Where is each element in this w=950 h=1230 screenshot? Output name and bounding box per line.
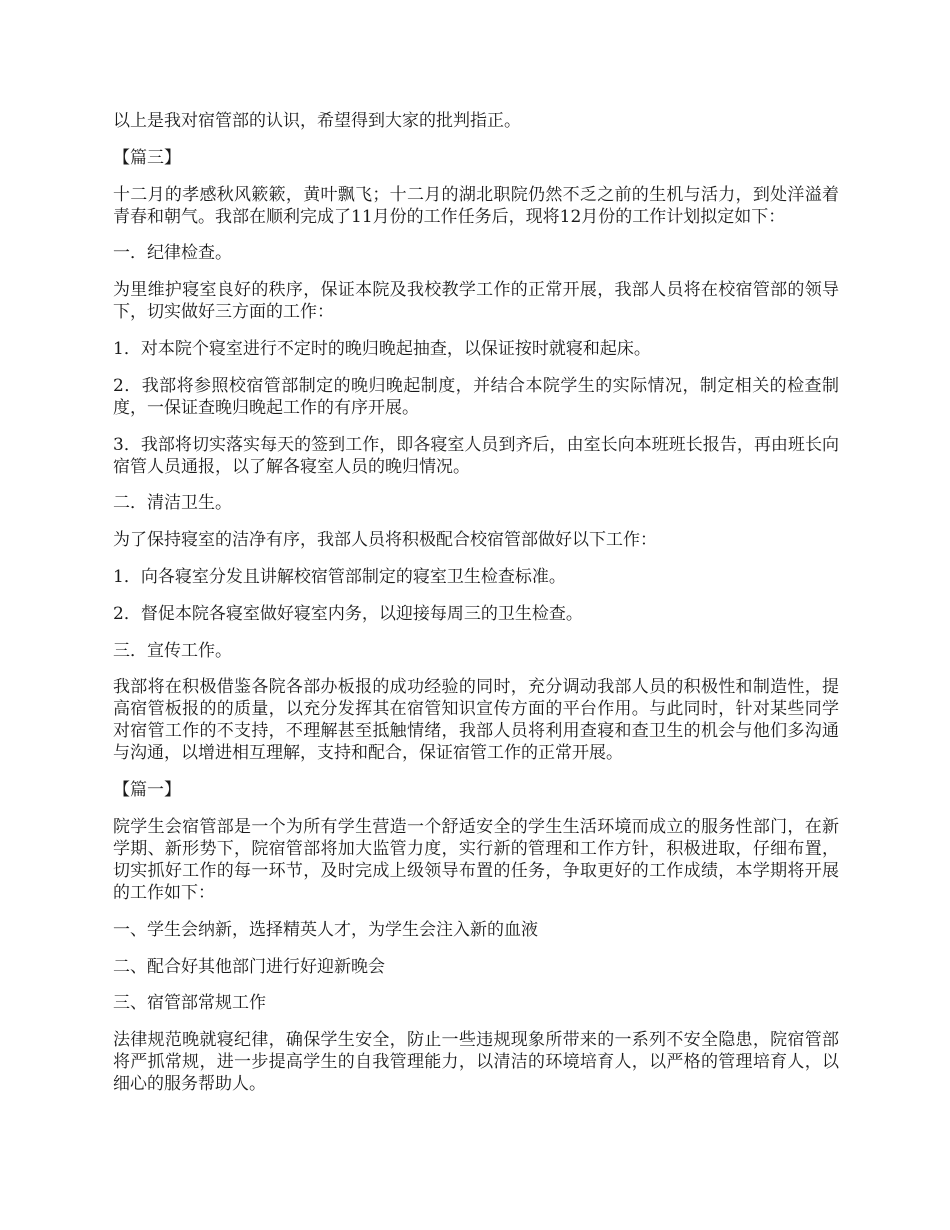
paragraph-discipline-intro: 为里维护寝室良好的秩序，保证本院及我校教学工作的正常开展，我部人员将在校宿管部的领导下，切实做好三方面的工作：	[113, 280, 839, 323]
list-item-welcome-party: 二、配合好其他部门进行好迎新晚会	[113, 956, 385, 977]
heading-cleaning: 二．清洁卫生。	[113, 493, 232, 514]
section-heading-part-one: 【篇一】	[113, 780, 181, 801]
document-page	[113, 110, 839, 1110]
list-item-routine-work: 三、宿管部常规工作	[113, 993, 266, 1014]
heading-publicity: 三．宣传工作。	[113, 640, 232, 661]
list-item-discipline-1: 1．对本院个寝室进行不定时的晚归晚起抽查，以保证按时就寝和起床。	[113, 338, 651, 359]
list-item-cleaning-1: 1．向各寝室分发且讲解校宿管部制定的寝室卫生检查标准。	[113, 566, 566, 587]
heading-discipline-check: 一．纪律检查。	[113, 243, 232, 264]
list-item-cleaning-2: 2．督促本院各寝室做好寝室内务，以迎接每周三的卫生检查。	[113, 603, 583, 624]
paragraph-routine-details: 法律规范晚就寝纪律，确保学生安全，防止一些违规现象所带来的一系列不安全隐患，院宿管部将严抓常规，进一步提高学生的自我管理能力，以清洁的环境培育人，以严格的管理培育人，以细心的服务帮助人。	[113, 1030, 839, 1095]
paragraph-closing-remark: 以上是我对宿管部的认识，希望得到大家的批判指正。	[113, 111, 521, 131]
paragraph-publicity: 我部将在积极借鉴各院各部办板报的成功经验的同时，充分调动我部人员的积极性和制造性，提高宿管板报的的质量，以充分发挥其在宿管知识宣传方面的平台作用。与此同时，针对某些同学对宿管工作的不支持，不理解甚至抵触情绪，我部人员将利用查寝和查卫生的机会与他们多沟通与沟通，以增进相互理解，支持和配合，保证宿管工作的正常开展。	[113, 677, 839, 764]
paragraph-intro-december: 十二月的孝感秋风簌簌，黄叶飘飞；十二月的湖北职院仍然不乏之前的生机与活力，到处洋溢着青春和朝气。我部在顺利完成了11月份的工作任务后，现将12月份的工作计划拟定如下：	[113, 184, 839, 227]
list-item-recruitment: 一、学生会纳新，选择精英人才，为学生会注入新的血液	[113, 919, 538, 940]
list-item-discipline-3: 3．我部将切实落实每天的签到工作，即各寝室人员到齐后，由室长向本班班长报告，再由班长向宿管人员通报，以了解各寝室人员的晚归情况。	[113, 434, 839, 477]
paragraph-department-intro: 院学生会宿管部是一个为所有学生营造一个舒适安全的学生生活环境而成立的服务性部门，在新学期、新形势下，院宿管部将加大监管力度，实行新的管理和工作方针，积极进取，仔细布置，切实抓好工作的每一环节，及时完成上级领导布置的任务，争取更好的工作成绩，本学期将开展的工作如下：	[113, 816, 839, 903]
paragraph-cleaning-intro: 为了保持寝室的洁净有序，我部人员将积极配合校宿管部做好以下工作：	[113, 530, 657, 551]
section-heading-part-three: 【篇三】	[113, 147, 181, 168]
list-item-discipline-2: 2．我部将参照校宿管部制定的晚归晚起制度，并结合本院学生的实际情况，制定相关的检查制度，一保证查晚归晚起工作的有序开展。	[113, 375, 839, 418]
